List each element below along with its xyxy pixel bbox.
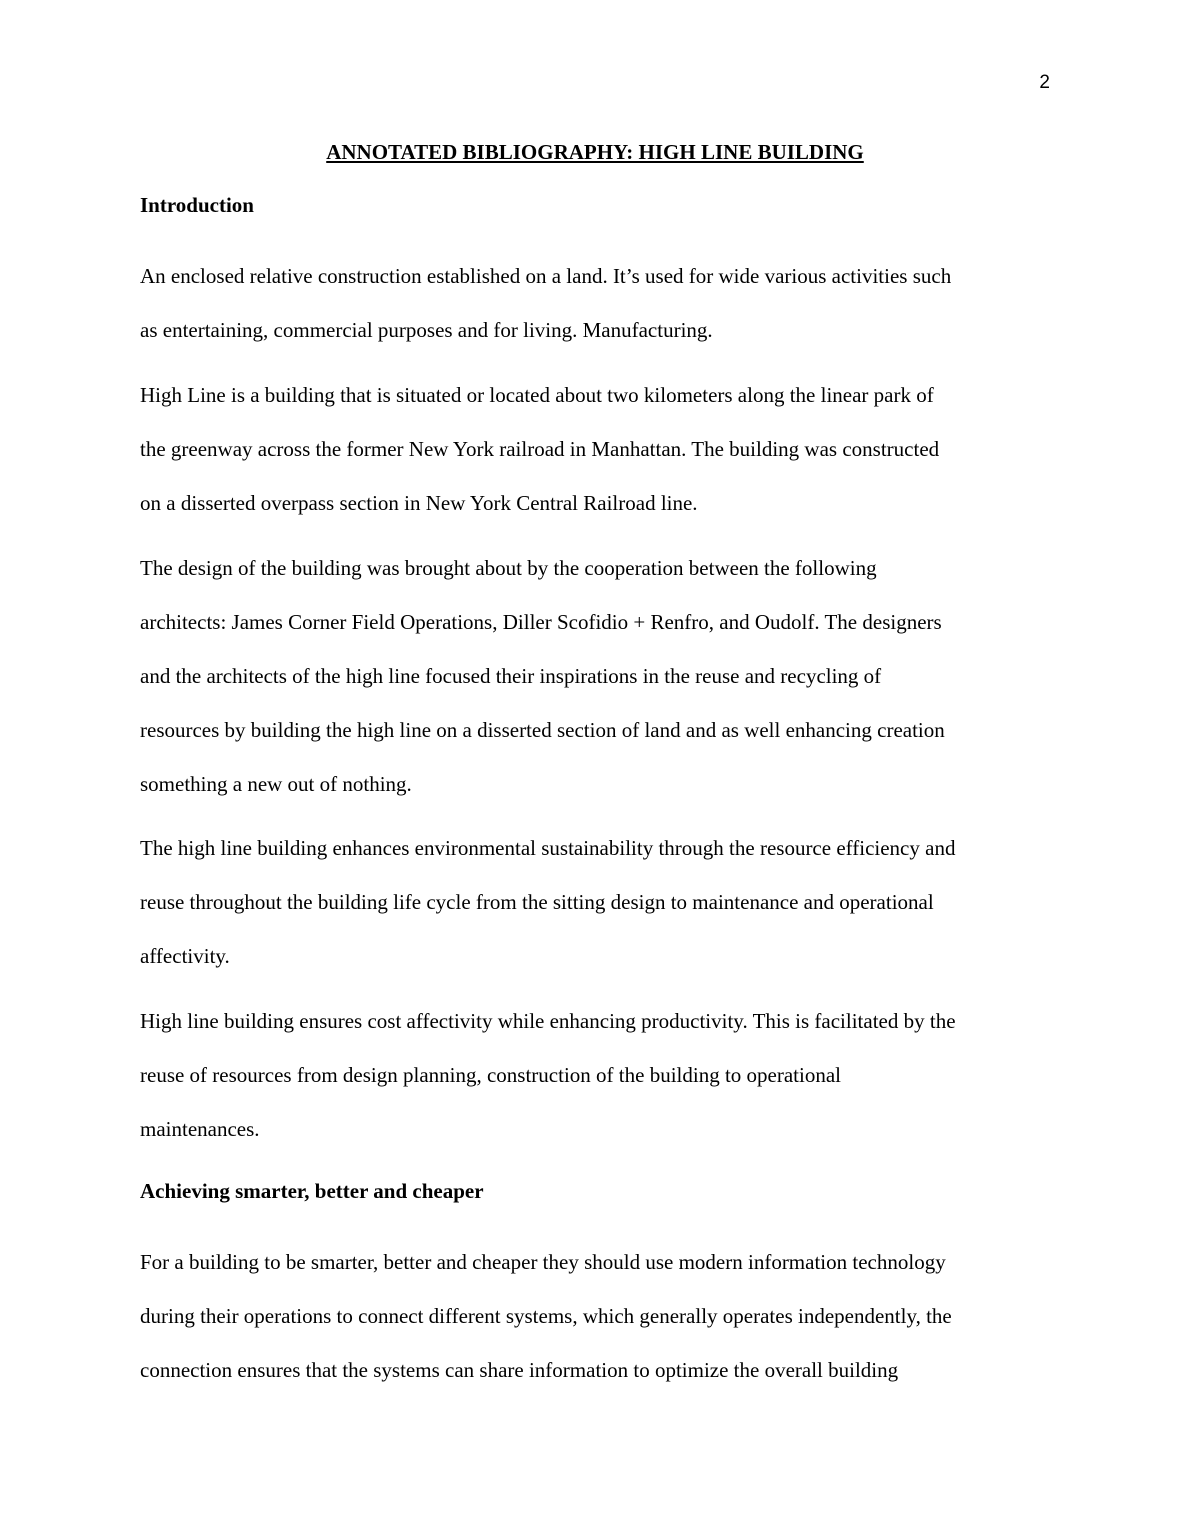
text-line: High Line is a building that is situated or located about two kilometers along the linear park of <box>140 383 934 407</box>
text-line: The high line building enhances environmental sustainability through the resource efficiency and <box>140 836 956 860</box>
text-line: something a new out of nothing. <box>140 772 412 796</box>
text-line: For a building to be smarter, better and cheaper they should use modern information technology <box>140 1250 946 1274</box>
text-line: High line building ensures cost affectivity while enhancing productivity. This is facilitated by the <box>140 1009 956 1033</box>
paragraph <box>140 541 1052 811</box>
text-line: reuse of resources from design planning, construction of the building to operational <box>140 1063 841 1087</box>
text-line: as entertaining, commercial purposes and for living. Manufacturing. <box>140 318 713 342</box>
section-heading-achieving: Achieving smarter, better and cheaper <box>140 1179 484 1203</box>
text-line: maintenances. <box>140 1117 260 1141</box>
document-title: ANNOTATED BIBLIOGRAPHY: HIGH LINE BUILDING <box>326 140 864 164</box>
text-line: affectivity. <box>140 944 230 968</box>
text-line: An enclosed relative construction established on a land. It’s used for wide various activities such <box>140 264 952 288</box>
paragraph <box>140 994 1052 1156</box>
text-line: during their operations to connect different systems, which generally operates independently, the <box>140 1304 952 1328</box>
paragraph <box>140 249 1052 357</box>
paragraph <box>140 821 1052 983</box>
paragraph <box>140 368 1052 530</box>
text-line: and the architects of the high line focused their inspirations in the reuse and recycling of <box>140 664 882 688</box>
section-heading-introduction: Introduction <box>140 193 254 217</box>
text-line: on a disserted overpass section in New York Central Railroad line. <box>140 491 698 515</box>
text-line: reuse throughout the building life cycle from the sitting design to maintenance and operational <box>140 890 934 914</box>
page-number: 2 <box>1039 72 1050 93</box>
text-line: architects: James Corner Field Operations, Diller Scofidio + Renfro, and Oudolf. The designers <box>140 610 942 634</box>
text-line: resources by building the high line on a disserted section of land and as well enhancing creation <box>140 718 945 742</box>
paragraph <box>140 1235 1052 1397</box>
text-line: connection ensures that the systems can share information to optimize the overall building <box>140 1358 899 1382</box>
text-line: The design of the building was brought about by the cooperation between the following <box>140 556 877 580</box>
text-line: the greenway across the former New York railroad in Manhattan. The building was constructed <box>140 437 940 461</box>
